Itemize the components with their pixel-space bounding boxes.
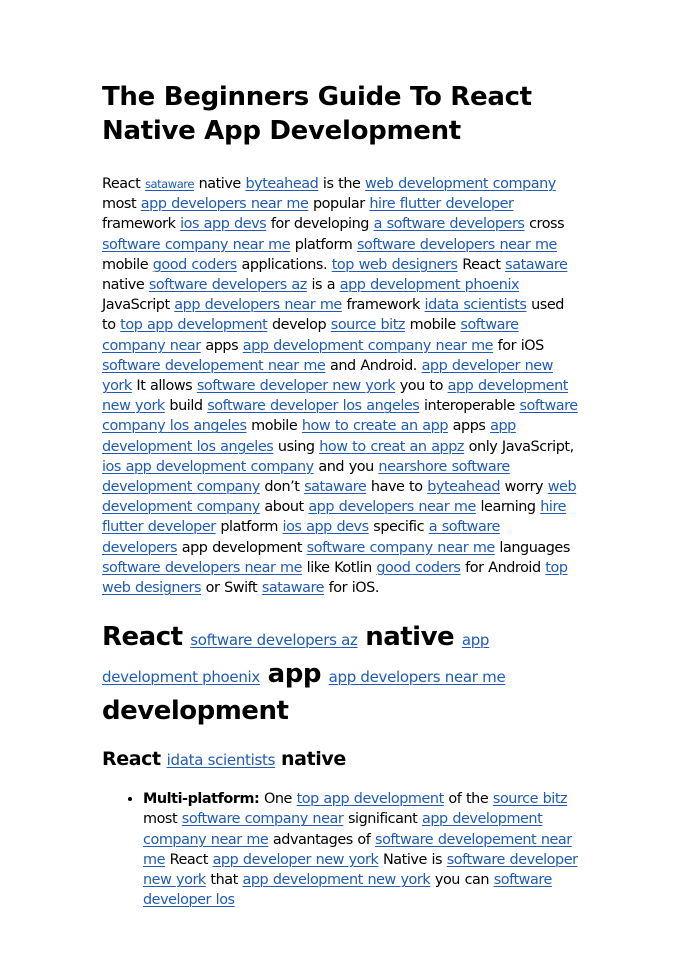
inline-link[interactable]: software developement near me bbox=[102, 357, 326, 374]
text-run: worry bbox=[500, 479, 548, 496]
inline-link[interactable]: app development new york bbox=[102, 378, 568, 415]
text-run: applications. bbox=[236, 256, 332, 273]
text-run: for iOS. bbox=[324, 580, 379, 597]
text-run: is the bbox=[318, 176, 366, 192]
heading-word: React bbox=[102, 748, 161, 771]
inline-link[interactable]: nearshore software development company bbox=[102, 458, 510, 496]
inline-link[interactable]: web development company bbox=[102, 479, 577, 516]
text-run: interoperable bbox=[419, 398, 520, 415]
text-run: React bbox=[102, 176, 145, 192]
inline-link[interactable]: a software developers bbox=[373, 216, 525, 233]
inline-link[interactable]: top app development bbox=[120, 317, 268, 334]
inline-link[interactable]: web development company bbox=[365, 176, 556, 192]
text-run: native bbox=[193, 176, 246, 192]
text-run: Native is bbox=[378, 851, 447, 868]
text-run: languages bbox=[494, 539, 570, 556]
text-run: most bbox=[102, 196, 141, 213]
inline-link[interactable]: software developer new york bbox=[196, 378, 396, 395]
inline-link[interactable]: software developers az bbox=[190, 631, 358, 650]
text-run: most bbox=[143, 811, 182, 828]
inline-link[interactable]: ios app devs bbox=[180, 216, 267, 233]
inline-link[interactable]: software company near me bbox=[102, 236, 291, 253]
inline-link[interactable]: source bitz bbox=[330, 317, 406, 334]
inline-link[interactable]: byteahead bbox=[245, 176, 319, 192]
text-run: you can bbox=[430, 872, 494, 889]
text-run: have to bbox=[366, 479, 428, 496]
text-run: about bbox=[259, 499, 309, 516]
inline-link[interactable]: software developers near me bbox=[102, 559, 303, 576]
heading-word: app bbox=[267, 659, 321, 690]
inline-link[interactable]: good coders bbox=[376, 559, 461, 576]
text-run: React bbox=[164, 851, 213, 868]
text-run: platform bbox=[290, 236, 357, 253]
inline-link[interactable]: app developers near me bbox=[174, 297, 342, 314]
text-run: using bbox=[273, 438, 320, 455]
list-item-term: Multi-platform: bbox=[143, 791, 260, 808]
text-run: build bbox=[164, 398, 208, 415]
text-run bbox=[321, 660, 329, 688]
inline-link[interactable]: software developer new york bbox=[143, 851, 578, 889]
text-run: React bbox=[457, 256, 506, 273]
heading-word: React bbox=[102, 622, 183, 653]
inline-link[interactable]: app developer new york bbox=[102, 357, 553, 395]
text-run bbox=[260, 660, 268, 688]
feature-list bbox=[102, 789, 578, 910]
inline-link[interactable]: hire flutter developer bbox=[369, 196, 514, 213]
inline-link[interactable]: software developer los bbox=[143, 872, 552, 909]
text-run: for iOS bbox=[493, 337, 544, 354]
inline-link[interactable]: sataware bbox=[261, 580, 325, 597]
text-run: is a bbox=[306, 277, 340, 294]
inline-link[interactable]: byteahead bbox=[427, 479, 501, 496]
inline-link[interactable]: software developers az bbox=[148, 277, 307, 294]
heading-word: native bbox=[281, 748, 346, 771]
heading-word: development bbox=[102, 696, 289, 727]
text-run: for developing bbox=[266, 216, 374, 233]
inline-link[interactable]: software company near me bbox=[306, 539, 495, 556]
inline-link[interactable]: software company near bbox=[181, 811, 344, 828]
inline-link[interactable]: app development company near me bbox=[242, 337, 494, 354]
inline-link[interactable]: idata scientists bbox=[166, 751, 276, 770]
inline-link[interactable]: sataware bbox=[505, 256, 568, 273]
inline-link[interactable]: software company near bbox=[102, 317, 519, 354]
inline-link[interactable]: software developers near me bbox=[356, 236, 557, 253]
inline-link[interactable]: app development new york bbox=[242, 872, 431, 889]
inline-link[interactable]: software developer los angeles bbox=[207, 398, 420, 415]
text-run: framework bbox=[102, 216, 181, 233]
inline-link[interactable]: app developers near me bbox=[140, 196, 309, 213]
text-run: app development bbox=[177, 539, 307, 556]
text-run: used to bbox=[102, 297, 564, 334]
text-run: framework bbox=[341, 297, 425, 314]
inline-link[interactable]: sataware bbox=[144, 177, 194, 191]
text-run: apps bbox=[448, 418, 491, 435]
text-run: that bbox=[205, 872, 243, 889]
text-run: mobile bbox=[246, 418, 302, 435]
text-run: apps bbox=[200, 337, 243, 354]
text-run: for Android bbox=[460, 559, 546, 576]
text-run: like Kotlin bbox=[302, 559, 377, 576]
text-run: specific bbox=[368, 519, 429, 536]
text-run: or Swift bbox=[201, 580, 262, 597]
inline-link[interactable]: app development phoenix bbox=[339, 277, 520, 294]
text-run: mobile bbox=[102, 256, 153, 273]
text-run: JavaScript bbox=[102, 297, 175, 314]
text-run: popular bbox=[308, 196, 370, 213]
text-run bbox=[454, 623, 462, 651]
list-item bbox=[143, 789, 578, 910]
text-run: significant bbox=[343, 811, 422, 828]
text-run: don’t bbox=[259, 479, 305, 496]
inline-link[interactable]: a software developers bbox=[102, 519, 500, 556]
text-run: cross bbox=[524, 216, 565, 233]
inline-link[interactable]: app developers near me bbox=[308, 499, 476, 516]
page-title: The Beginners Guide To React Native App Development bbox=[102, 82, 532, 146]
text-run: you to bbox=[395, 378, 448, 395]
inline-link[interactable]: software company los angeles bbox=[102, 398, 578, 435]
text-run: develop bbox=[267, 317, 331, 334]
subsection-heading bbox=[102, 746, 578, 773]
inline-link[interactable]: top app development bbox=[296, 791, 444, 808]
inline-link[interactable]: how to create an app bbox=[301, 418, 449, 435]
text-run: mobile bbox=[405, 317, 461, 334]
inline-link[interactable]: app development los angeles bbox=[102, 418, 516, 455]
text-run: and Android. bbox=[325, 357, 422, 374]
inline-link[interactable]: app development company near me bbox=[143, 811, 543, 848]
section-heading bbox=[102, 620, 578, 728]
text-run: One bbox=[259, 791, 297, 808]
text-run: platform bbox=[215, 519, 283, 536]
inline-link[interactable]: hire flutter developer bbox=[102, 499, 567, 536]
inline-link[interactable]: ios app devs bbox=[282, 519, 369, 536]
inline-link[interactable]: app development phoenix bbox=[102, 631, 490, 687]
text-run: learning bbox=[475, 499, 541, 516]
inline-link[interactable]: app developer new york bbox=[212, 851, 379, 868]
text-run: advantages of bbox=[268, 831, 376, 848]
heading-word: native bbox=[365, 622, 455, 653]
text-run: native bbox=[102, 277, 149, 294]
inline-link[interactable]: idata scientists bbox=[424, 297, 527, 314]
text-run: of the bbox=[443, 791, 493, 808]
inline-link[interactable]: software developement near me bbox=[143, 831, 572, 868]
text-run: only JavaScript, bbox=[464, 438, 574, 455]
inline-link[interactable]: top web designers bbox=[102, 559, 568, 597]
inline-link[interactable]: sataware bbox=[304, 479, 367, 496]
inline-link[interactable]: ios app development company bbox=[102, 458, 314, 475]
inline-link[interactable]: source bitz bbox=[492, 791, 568, 808]
inline-link[interactable]: good coders bbox=[152, 256, 237, 273]
inline-link[interactable]: top web designers bbox=[331, 256, 458, 273]
intro-paragraph bbox=[102, 174, 578, 598]
text-run: and you bbox=[313, 458, 379, 475]
inline-link[interactable]: app developers near me bbox=[328, 668, 506, 687]
text-run: It allows bbox=[131, 378, 197, 395]
inline-link[interactable]: how to creat an appz bbox=[319, 438, 465, 455]
